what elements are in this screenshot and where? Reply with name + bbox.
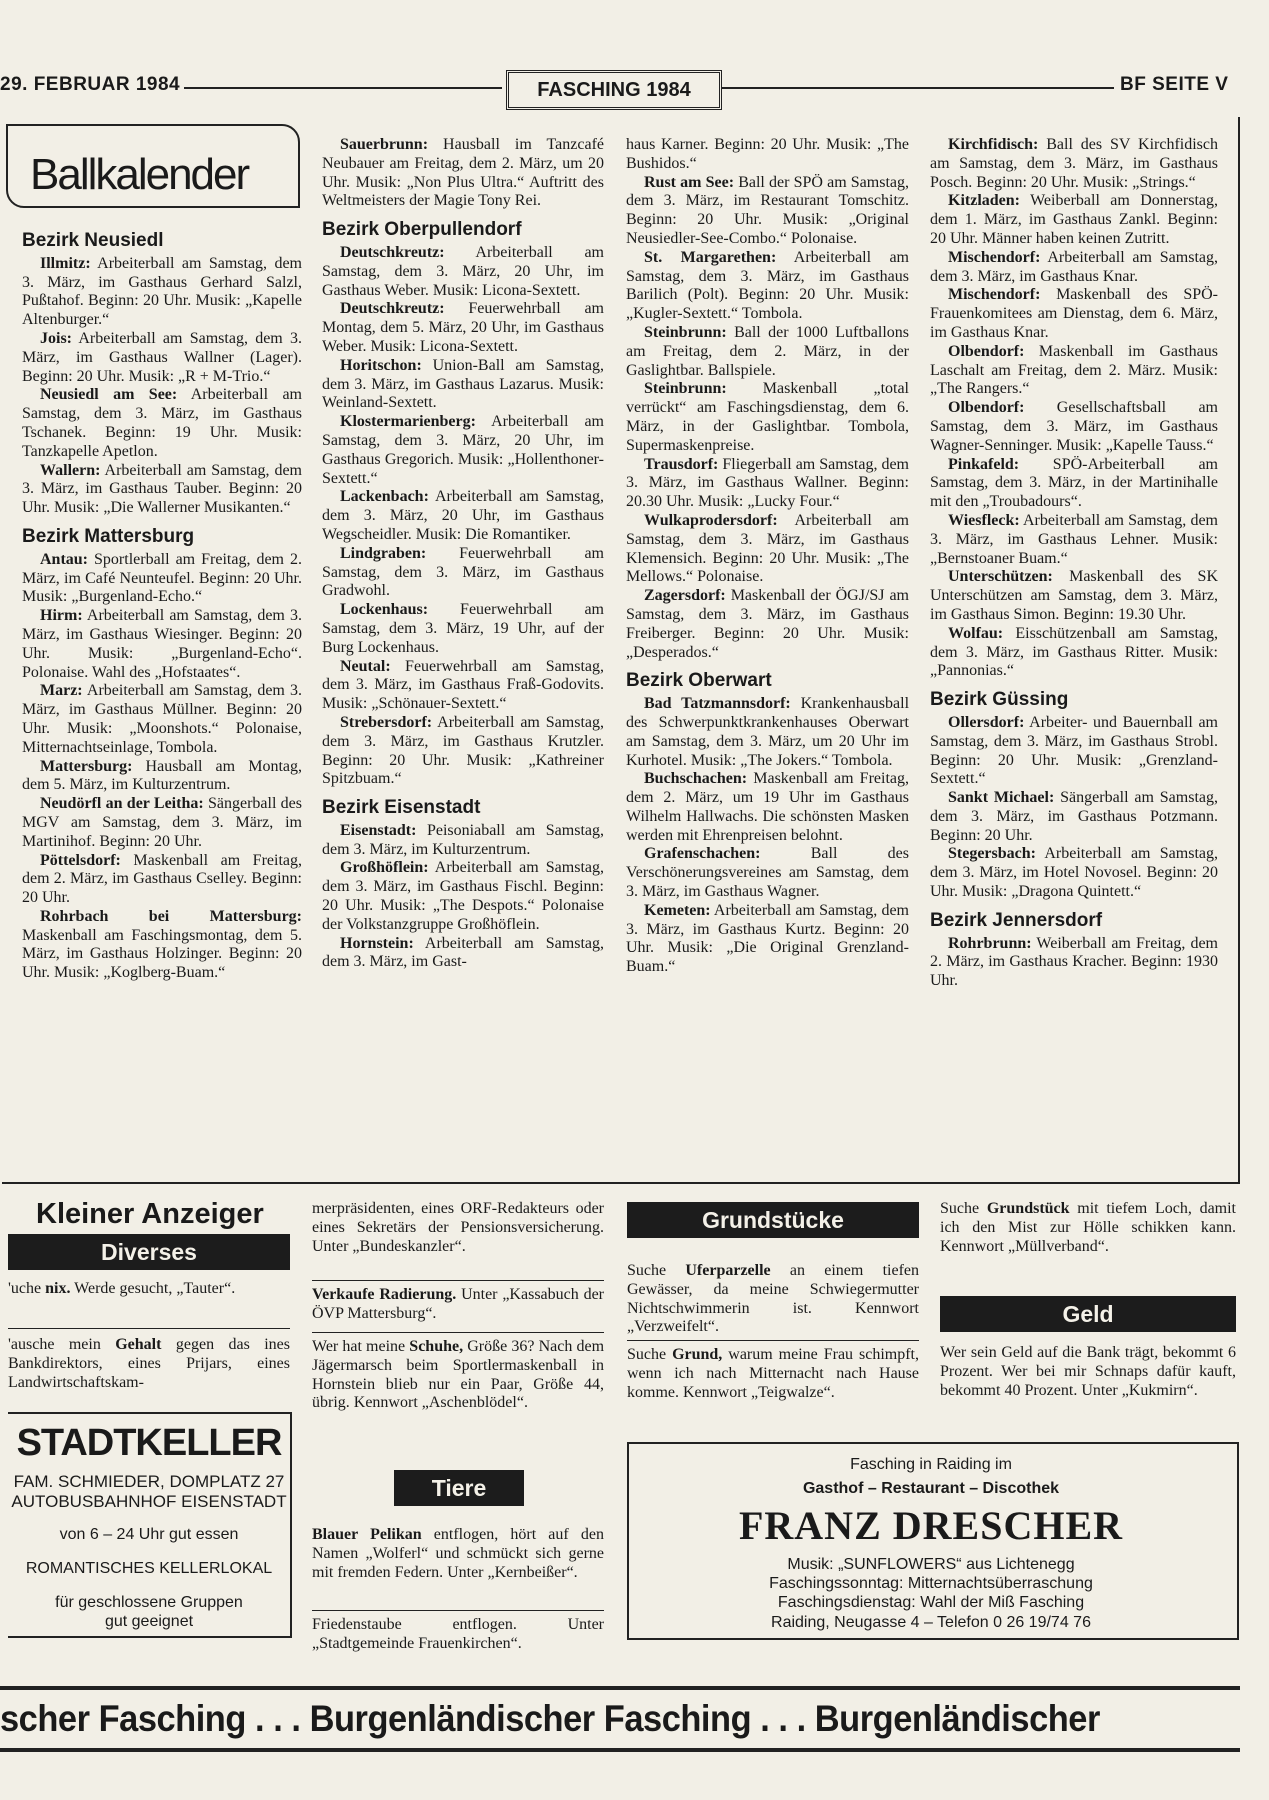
divider — [312, 1280, 604, 1281]
stadtkeller-groups: für geschlossene Gruppen — [55, 1594, 243, 1611]
ball-location: Lindgraben: — [340, 544, 427, 562]
ball-details: Arbeiterball am Samstag, dem 3. März, im Gasthaus Müllner. Beginn: 20 Uhr. Musik: „Moonshots.“ Polonaise, Mitternachtseinlage, Tombola. — [22, 682, 302, 756]
district-heading: Bezirk Neusiedl — [22, 230, 164, 251]
ballkalender-column-3 — [626, 136, 909, 977]
classified-ad — [8, 1336, 290, 1392]
ball-entry — [322, 822, 604, 860]
ball-location: Kirchfidisch: — [948, 136, 1039, 153]
ball-entry — [626, 695, 909, 770]
ball-details: Maskenball im Gasthaus Laschalt am Freitag, dem 2. März. Musik: „The Rangers.“ — [930, 342, 1218, 398]
ball-location: Rohrbrunn: — [948, 934, 1032, 952]
ball-entry — [930, 789, 1218, 845]
ball-location: Wolfau: — [948, 624, 1004, 642]
ad-text: 'ausche mein — [8, 1336, 116, 1353]
ball-entry — [322, 658, 604, 714]
ad-text: an einem tiefen Gewässer, da meine Schwiegermutter Nichtschwimmerin ist. Kennwort „Verzweifelt“. — [627, 1262, 919, 1336]
ball-details: Maskenball am Freitag, dem 2. März, um 19 Uhr im Gasthaus Wilhelm Hallwachs. Die schönsten Masken werden mit Ehrenpreisen belohnt. — [626, 770, 909, 844]
ball-entry — [22, 255, 302, 330]
ball-location: Trausdorf: — [644, 455, 719, 473]
drescher-sunday: Faschingssonntag: Mitternachtsüberraschung — [769, 1575, 1093, 1592]
ball-details: Krankenhausball des Schwerpunktkrankenhauses Oberwart am Samstag, dem 3. März, um 20 Uhr im Kurhotel. Musik: „The Jokers.“ Tombola. — [626, 695, 910, 769]
drescher-intro: Fasching in Raiding im — [850, 1456, 1012, 1473]
ball-entry — [626, 845, 909, 901]
ball-location: Mattersburg: — [40, 757, 133, 775]
ball-location: Neusiedl am See: — [40, 386, 178, 404]
ball-entry — [930, 136, 1218, 192]
ball-entry — [322, 413, 604, 488]
ball-location: Neudörfl an der Leitha: — [40, 795, 204, 813]
divider — [8, 1328, 290, 1329]
ad-text: warum meine Frau schimpft, wenn ich nach Mitternacht nach Hause komme. Kennwort „Teigwalze“. — [627, 1346, 919, 1401]
ball-details: Weiberball am Donnerstag, dem 1. März, im Gasthaus Zankl. Beginn: 20 Uhr. Männer haben keinen Zutritt. — [930, 192, 1218, 247]
ball-details: Union-Ball am Samstag, dem 3. März, im Gasthaus Lazarus. Musik: Weinland-Sextett. — [322, 356, 604, 412]
ball-entry — [930, 343, 1218, 399]
ball-details: Arbeiterball am Samstag, dem 3. März, 20 Uhr, im Gasthaus Gregorich. Musik: „Hollenthoner-Sextett.“ — [322, 413, 604, 487]
ball-location: Wulkaprodersdorf: — [644, 511, 778, 529]
ball-location: Eisenstadt: — [340, 821, 417, 839]
drescher-venue: Gasthof – Restaurant – Discothek — [802, 1480, 1060, 1497]
ball-details: Eisschützenball am Samstag, dem 3. März, im Gasthaus Ritter. Musik: „Pannonias.“ — [930, 624, 1218, 680]
ball-location: Deutschkreutz: — [340, 243, 445, 261]
ball-details: Arbeiterball am Samstag, dem 3. März, im Hotel Novosel. Beginn: 20 Uhr. Musik: „Dragona Quintett.“ — [930, 845, 1218, 901]
ad-text: 'uche — [8, 1280, 46, 1297]
ball-location: Lockenhaus: — [340, 601, 429, 619]
ad-text: gegen das ines Bankdirektors, eines Prijars, eines Landwirtschaftskam- — [8, 1336, 290, 1391]
ball-details: Arbeiterball am Samstag, dem 3. März, im Gasthaus Klemensich. Beginn: 20 Uhr. Musik: „The Mellows.“ Polonaise. — [626, 511, 909, 586]
header-rule-right — [722, 87, 1114, 89]
section-bar-tiere: Tiere — [394, 1470, 524, 1506]
ball-entry — [22, 551, 302, 607]
ball-entry — [22, 852, 302, 908]
ball-location: Unterschützen: — [948, 568, 1053, 586]
ball-entry — [22, 462, 302, 518]
ball-location: Sankt Michael: — [948, 789, 1055, 807]
ballkalender-column-2 — [322, 136, 604, 972]
ball-entry — [626, 174, 909, 249]
ball-location: Mischendorf: — [948, 248, 1041, 266]
ball-location: Neutal: — [340, 657, 391, 675]
ad-text: Suche — [627, 1262, 686, 1279]
ad-keyword: Verkaufe Radierung. — [312, 1286, 457, 1303]
ball-details: Maskenball am Faschingsmontag, dem 5. März, im Gasthaus Holzinger. Beginn: 20 Uhr. Musik: „Koglberg-Buam.“ — [22, 926, 302, 982]
ball-entry — [626, 587, 909, 662]
classified-ad: merpräsidenten, eines ORF-Redakteurs oder eines Sekretärs der Pensionsversicherung. Unter „Bundeskanzler“. — [312, 1200, 604, 1255]
stadtkeller-hours: von 6 – 24 Uhr gut essen — [59, 1526, 239, 1543]
ball-location: Buchschachen: — [644, 770, 748, 788]
ball-location: Grafenschachen: — [644, 845, 761, 863]
ball-entry — [930, 192, 1218, 248]
ball-location: Bad Tatzmannsdorf: — [644, 695, 791, 713]
drescher-music: Musik: „SUNFLOWERS“ aus Lichtenegg — [787, 1556, 1075, 1573]
ball-entry — [22, 330, 302, 386]
ball-location: Marz: — [40, 682, 83, 700]
ad-keyword: Blauer Pelikan — [312, 1526, 422, 1543]
ball-entry — [626, 249, 909, 324]
ball-location: St. Margarethen: — [644, 248, 777, 266]
divider — [627, 1340, 919, 1341]
ball-location: Steinbrunn: — [644, 323, 727, 341]
ball-entry — [322, 136, 604, 211]
ball-location: Sauerbrunn: — [340, 136, 429, 153]
ball-details: Arbeiterball am Samstag, dem 3. März, im Gast- — [322, 934, 604, 971]
ball-details: Maskenball des SPÖ-Frauenkomitees am Dienstag, dem 6. März, im Gasthaus Knar. — [930, 286, 1218, 341]
ball-entry — [930, 845, 1218, 901]
ball-details: Weiberball am Freitag, dem 2. März, im Gasthaus Kracher. Beginn: 1930 Uhr. — [930, 934, 1218, 990]
divider — [312, 1610, 604, 1611]
ad-text: Suche — [940, 1200, 987, 1217]
district-heading: Bezirk Oberwart — [626, 670, 772, 692]
ball-entry — [930, 714, 1218, 789]
ad-text: Unter „Kassabuch der ÖVP Mattersburg“. — [312, 1286, 604, 1322]
ball-details: Ball des SV Kirchfidisch am Samstag, dem 3. März, im Gasthaus Posch. Beginn: 20 Uhr. Musik: „Strings.“ — [930, 136, 1218, 191]
ad-text: Suche — [627, 1346, 673, 1363]
classified-ad — [8, 1280, 290, 1299]
ball-location: Olbendorf: — [948, 342, 1025, 360]
ball-entry — [322, 935, 604, 973]
ball-details: haus Karner. Beginn: 20 Uhr. Musik: „The Bushidos.“ — [626, 136, 909, 172]
ball-entry — [626, 512, 909, 587]
ball-details: Sängerball am Samstag, dem 3. März, im Gasthaus Potzmann. Beginn: 20 Uhr. — [930, 789, 1219, 844]
ball-entry — [322, 357, 604, 413]
ad-keyword: nix. — [45, 1280, 71, 1297]
ball-details: Arbeiterball am Samstag, dem 3. März, im Gasthaus Barilich (Polt). Beginn: 20 Uhr. Musik: „Kugler-Sextett.“ Tombola. — [626, 248, 909, 323]
ball-entry — [322, 488, 604, 544]
classified-ad — [940, 1200, 1236, 1256]
ball-entry — [930, 568, 1218, 624]
ball-entry — [22, 795, 302, 851]
ball-location: Pinkafeld: — [948, 455, 1020, 473]
ball-entry — [626, 456, 909, 512]
classified-ad — [627, 1262, 919, 1337]
ball-location: Kitzladen: — [948, 192, 1020, 210]
ad-keyword: Grund, — [672, 1346, 723, 1363]
ball-details: Arbeiterball am Samstag, dem 3. März, im Gasthaus Tschanek. Beginn: 19 Uhr. Musik: Tanzkapelle Apetlon. — [22, 386, 302, 460]
ball-details: Feuerwehrball am Samstag, dem 3. März, im Gasthaus Gradwohl. — [322, 544, 604, 600]
ad-keyword: Gehalt — [115, 1336, 162, 1353]
ball-details: Arbeiterball am Samstag, dem 3. März, im Gasthaus Wallner (Lager). Beginn: 20 Uhr. Musik: „R + M-Trio.“ — [22, 329, 302, 385]
ball-entry — [626, 324, 909, 380]
ball-entry — [626, 770, 909, 845]
ball-entry — [930, 399, 1218, 455]
ball-details: Ball der SPÖ am Samstag, dem 3. März, im Restaurant Tomschitz. Beginn: 20 Uhr. Musik: „Original Neusiedler-See-Combo.“ Polonaise. — [626, 173, 909, 247]
ball-entry — [930, 935, 1218, 991]
ball-details: Feuerwehrball am Montag, dem 5. März, 20 Uhr, im Gasthaus Weber. Musik: Licona-Sextett. — [322, 300, 604, 355]
classified-ad — [627, 1346, 919, 1402]
classifieds-title: Kleiner Anzeiger — [36, 1198, 264, 1230]
ball-location: Ollersdorf: — [948, 713, 1025, 731]
ball-entry — [930, 512, 1218, 568]
ball-details: Maskenball „total verrückt“ am Faschingsdienstag, dem 6. März, in der Gaslightbar. Tombola, Supermaskenpreise. — [626, 380, 909, 454]
ball-details: Ball der 1000 Luftballons am Freitag, dem 2. März, in der Gaslightbar. Ballspiele. — [626, 323, 909, 379]
ad-keyword: Uferparzelle — [685, 1262, 771, 1279]
ball-location: Steinbrunn: — [644, 380, 727, 398]
classified-ad — [312, 1338, 604, 1413]
ad-text: mit tiefem Loch, damit ich den Mist zur Hölle schikken kann. Kennwort „Müllverband“. — [940, 1200, 1236, 1255]
ad-text: Werde gesucht, „Tauter“. — [70, 1280, 236, 1297]
classified-ad — [312, 1526, 604, 1582]
ballkalender-title: Ballkalender — [30, 150, 249, 199]
ball-entry — [930, 249, 1218, 287]
ad-text: entflogen, hört auf den Namen „Wolferl“ und schmückt sich gerne mit fremden Federn. Unter „Kernbeißer“. — [312, 1526, 604, 1581]
ball-location: Stegersbach: — [948, 845, 1036, 863]
header-date: 29. FEBRUAR 1984 — [0, 74, 181, 95]
ball-details: Arbeiter- und Bauernball am Samstag, dem 3. März, im Gasthaus Strobl. Beginn: 20 Uhr. Musik: „Grenzland-Sextett.“ — [930, 713, 1218, 788]
ball-details: Arbeiterball am Samstag, dem 3. März, im Gasthaus Krutzler. Beginn: 20 Uhr. Musik: „Kathreiner Spitzbuam.“ — [322, 713, 604, 788]
ball-location: Illmitz: — [40, 254, 91, 272]
ball-entry — [22, 682, 302, 757]
ball-details: Arbeiterball am Samstag, dem 3. März, im Gasthaus Lehner. Musik: „Bernstoaner Buam.“ — [930, 511, 1218, 567]
ball-entry — [322, 601, 604, 657]
ball-entry — [22, 908, 302, 983]
ball-entry — [930, 456, 1218, 512]
ad-text: Größe 36? Nach dem Jägermarsch beim Sportlermaskenball in Hornstein blieb nur ein Paar, Größe 44, übrig. Kennwort „Aschenblödel“. — [312, 1338, 605, 1412]
district-heading: Bezirk Mattersburg — [22, 525, 195, 547]
ball-details: Hausball am Montag, dem 5. März, im Kulturzentrum. — [22, 757, 302, 794]
district-heading: Bezirk Oberpullendorf — [322, 219, 522, 241]
ball-entry — [322, 859, 604, 934]
ad-keyword: Grundstück — [986, 1200, 1070, 1217]
ball-location: Pöttelsdorf: — [40, 851, 121, 869]
ball-entry — [626, 136, 909, 174]
ball-details: Arbeiterball am Samstag, dem 3. März, im Gasthaus Knar. — [930, 248, 1218, 285]
ball-details: Hausball im Tanzcafé Neubauer am Freitag, dem 2. März, um 20 Uhr. Musik: „Non Plus Ultra.“ Auftritt des Weltmeisters der Magie Tony Rei. — [322, 136, 604, 210]
ball-location: Lackenbach: — [340, 488, 429, 506]
ball-location: Kemeten: — [644, 901, 711, 919]
ball-details: Feuerwehrball am Samstag, dem 3. März, im Gasthaus Fraß-Godovits. Musik: „Schönauer-Sextett.“ — [322, 657, 604, 713]
ball-location: Großhöflein: — [340, 859, 429, 877]
ball-details: Peisoniaball am Samstag, dem 3. März, im Kulturzentrum. — [322, 821, 604, 858]
stadtkeller-location: AUTOBUSBAHNHOF EISENSTADT — [11, 1492, 287, 1511]
ball-details: SPÖ-Arbeiterball am Samstag, dem 3. März, in der Martinihalle mit den „Troubadours“. — [930, 455, 1218, 511]
ball-details: Arbeiterball am Samstag, dem 3. März, im Gasthaus Fischl. Beginn: 20 Uhr. Musik: „The Despots.“ Polonaise der Volkstanzgruppe Großhöflein. — [322, 859, 604, 933]
district-heading: Bezirk Eisenstadt — [322, 797, 481, 819]
ball-entry — [626, 902, 909, 977]
ball-location: Jois: — [40, 329, 72, 347]
ball-location: Strebersdorf: — [340, 713, 433, 731]
ball-details: Feuerwehrball am Samstag, dem 3. März, 19 Uhr, auf der Burg Lockenhaus. — [322, 601, 604, 656]
ball-details: Arbeiterball am Samstag, dem 3. März, im Gasthaus Wiesinger. Beginn: 20 Uhr. Musik: „Burgenland-Echo“. Polonaise. Wahl des „Hofstaates“. — [22, 607, 302, 681]
section-bar-diverses: Diverses — [8, 1234, 290, 1270]
stadtkeller-groups-2: gut geeignet — [104, 1613, 194, 1630]
ball-entry — [22, 758, 302, 796]
header-page: BF SEITE V — [1120, 74, 1229, 95]
section-bar-geld: Geld — [940, 1296, 1236, 1332]
ball-details: Ball des Verschönerungsvereines am Samstag, dem 3. März, im Gasthaus Wagner. — [626, 845, 909, 901]
ball-location: Wallern: — [40, 461, 101, 479]
header-rule-left — [184, 87, 502, 89]
ball-location: Hornstein: — [340, 934, 414, 952]
ball-entry — [930, 286, 1218, 342]
district-heading: Bezirk Güssing — [930, 689, 1069, 711]
stadtkeller-slogan: ROMANTISCHES KELLERLOKAL — [25, 1560, 273, 1577]
ball-location: Klostermarienberg: — [340, 413, 476, 431]
ball-entry — [22, 386, 302, 461]
ball-location: Mischendorf: — [948, 286, 1041, 304]
ball-entry — [626, 380, 909, 455]
ballkalender-column-1 — [22, 232, 302, 983]
ball-details: Arbeiterball am Samstag, dem 3. März, im Gasthaus Gerhard Salzl, Pußtahof. Beginn: 20 Uhr. Musik: „Kapelle Altenburger.“ — [22, 254, 302, 329]
ball-details: Sportlerball am Freitag, dem 2. März, im Café Neunteufel. Beginn: 20 Uhr. Musik: „Burgenland-Echo.“ — [22, 550, 302, 606]
classified-ad: Wer sein Geld auf die Bank trägt, bekommt 6 Prozent. Wer bei mir Schnaps dafür kauft, bekommt 40 Prozent. Unter „Kukmirn“. — [940, 1344, 1236, 1399]
ball-details: Arbeiterball am Samstag, dem 3. März, 20 Uhr, im Gasthaus Weber. Musik: Licona-Sextett. — [322, 243, 604, 299]
ball-location: Horitschon: — [340, 356, 422, 374]
stadtkeller-name: STADTKELLER — [16, 1422, 282, 1464]
stadtkeller-address: FAM. SCHMIEDER, DOMPLATZ 27 — [13, 1472, 285, 1491]
ball-entry — [322, 545, 604, 601]
ball-location: Rohrbach bei Mattersburg: — [40, 907, 302, 925]
ball-location: Wiesfleck: — [948, 511, 1020, 529]
ball-entry — [322, 714, 604, 789]
divider — [312, 1332, 604, 1333]
footer-rule-bottom — [0, 1748, 1240, 1752]
classified-ad — [312, 1286, 604, 1324]
ball-details: Fliegerball am Samstag, dem 3. März, im Gasthaus Wallner. Beginn: 20.30 Uhr. Musik: „Lucky Four.“ — [626, 455, 909, 511]
ball-details: Maskenball der ÖGJ/SJ am Samstag, dem 3. März, im Gasthaus Freiberger. Beginn: 20 Uhr. Musik: „Desperados.“ — [626, 587, 909, 661]
ball-details: Arbeiterball am Samstag, dem 3. März, 20 Uhr, im Gasthaus Wegscheidler. Musik: Die Romantiker. — [322, 488, 604, 543]
ball-entry — [322, 300, 604, 356]
drescher-name: FRANZ DRESCHER — [738, 1503, 1124, 1548]
ball-location: Hirm: — [40, 607, 83, 625]
ball-details: Gesellschaftsball am Samstag, dem 3. März, im Gasthaus Wagner-Senninger. Musik: „Kapelle Tauss.“ — [930, 399, 1218, 454]
ball-details: Arbeiterball am Samstag, dem 3. März, im Gasthaus Tauber. Beginn: 20 Uhr. Musik: „Die Wallerner Musikanten.“ — [22, 461, 302, 517]
district-heading: Bezirk Jennersdorf — [930, 909, 1103, 931]
ball-entry — [22, 607, 302, 682]
ball-details: Maskenball des SK Unterschützen am Samstag, dem 3. März, im Gasthaus Simon. Beginn: 19.30 Uhr. — [930, 568, 1218, 623]
ball-location: Antau: — [40, 550, 89, 568]
ad-keyword: Schuhe, — [409, 1338, 464, 1355]
ball-location: Olbendorf: — [948, 399, 1025, 417]
ball-details: Arbeiterball am Samstag, dem 3. März, im Gasthaus Kurtz. Beginn: 20 Uhr. Musik: „Die Original Grenzland-Buam.“ — [626, 901, 909, 976]
ball-details: Maskenball am Freitag, dem 2. März, im Gasthaus Cselley. Beginn: 20 Uhr. — [22, 851, 302, 907]
footer-slogan: scher Fasching . . . Burgenländischer Fasching . . . Burgenländischer — [0, 1698, 1100, 1739]
section-bar-grundstuecke: Grundstücke — [627, 1202, 919, 1238]
drescher-tuesday: Faschingsdienstag: Wahl der Miß Fasching — [777, 1594, 1085, 1611]
ad-text: Wer hat meine — [312, 1338, 410, 1355]
drescher-address: Raiding, Neugasse 4 – Telefon 0 26 19/74 76 — [771, 1614, 1091, 1631]
header-section: FASCHING 1984 — [506, 70, 722, 110]
classified-ad: Friedenstaube entflogen. Unter „Stadtgemeinde Frauenkirchen“. — [312, 1616, 604, 1652]
ball-location: Rust am See: — [644, 173, 735, 191]
ball-location: Zagersdorf: — [644, 587, 726, 605]
ball-location: Deutschkreutz: — [340, 300, 445, 318]
ball-details: Sängerball des MGV am Samstag, dem 3. März, im Martinihof. Beginn: 20 Uhr. — [22, 795, 303, 850]
ballkalender-column-4 — [930, 136, 1218, 991]
ball-entry — [930, 625, 1218, 681]
ball-entry — [322, 244, 604, 300]
